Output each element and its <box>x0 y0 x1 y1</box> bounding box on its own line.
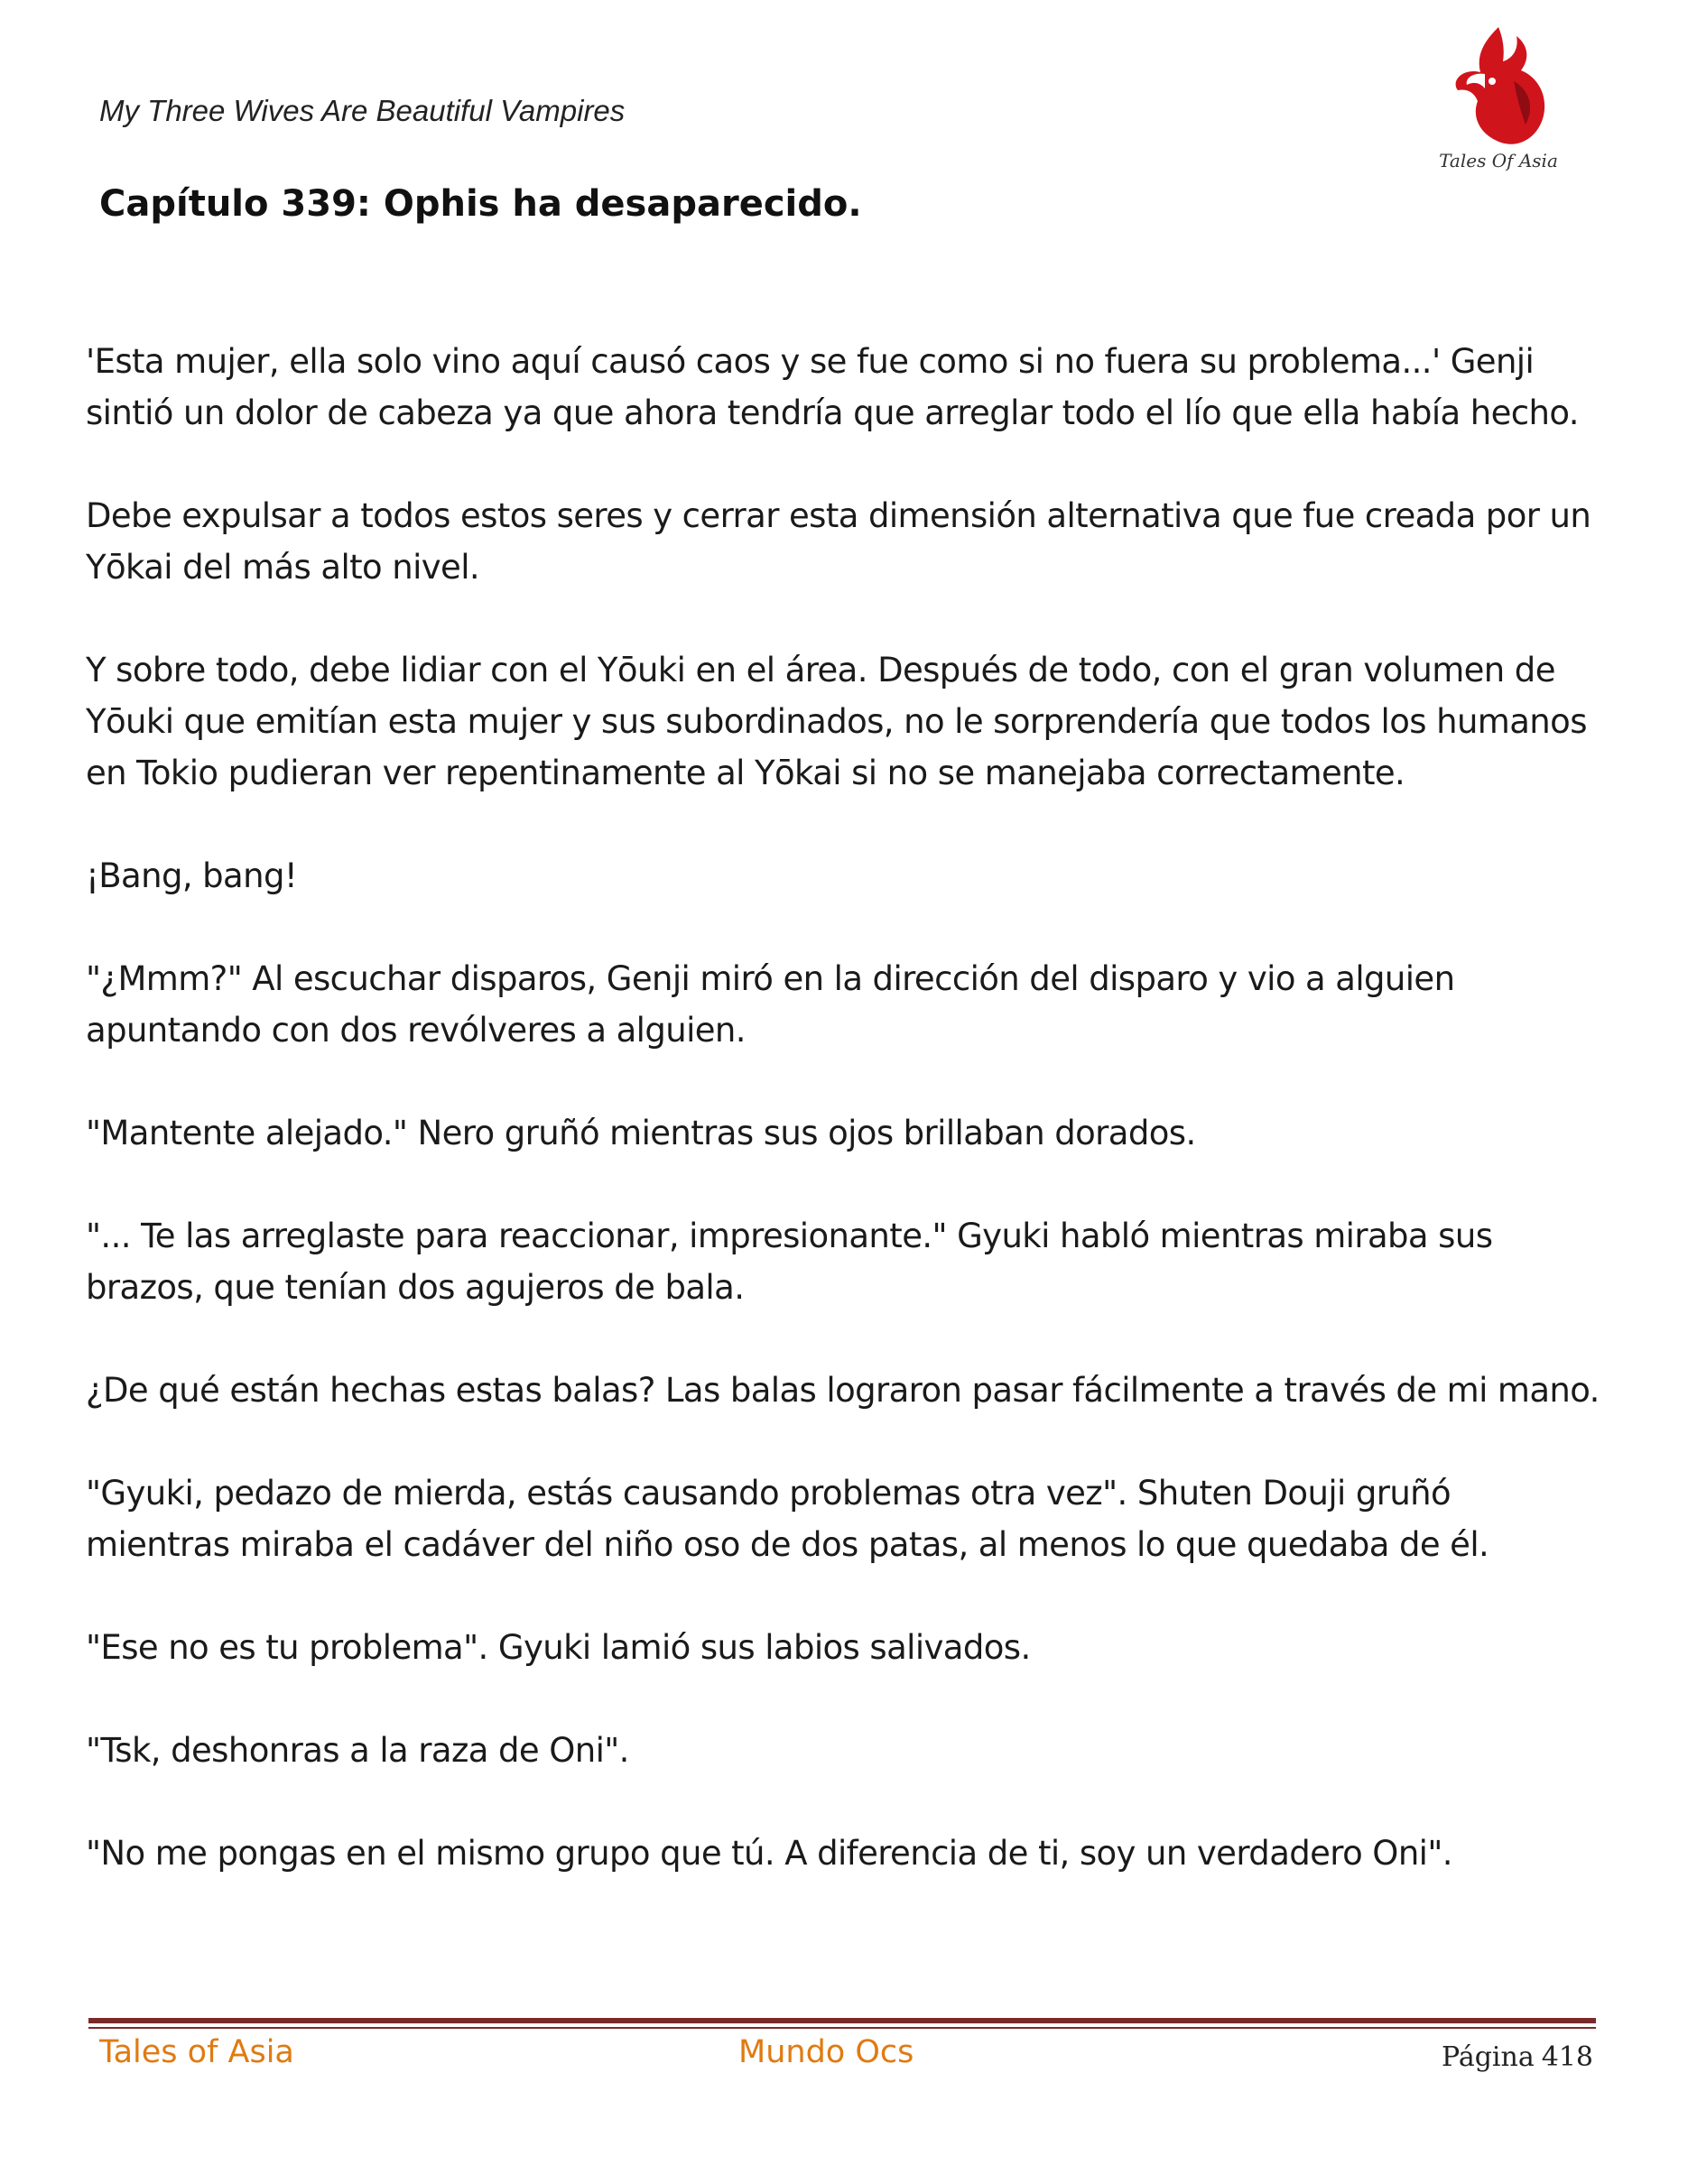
paragraph: Y sobre todo, debe lidiar con el Yōuki en el área. Después de todo, con el gran volumen de Yōuki que emitían esta mujer y sus subordinados, no le sorprendería que todos los humanos en Tokio pudieran ver repentinamente al Yōkai si no se manejaba correctamente. <box>86 651 1587 792</box>
paragraph: "Ese no es tu problema". Gyuki lamió sus labios salivados. <box>86 1628 1031 1667</box>
footer-rule <box>88 2018 1596 2023</box>
paragraph: ¡Bang, bang! <box>86 856 298 895</box>
footer-site-name: Tales of Asia <box>99 2034 294 2070</box>
chapter-body <box>86 336 1602 1930</box>
footer-section-name: Mundo Ocs <box>738 2034 914 2070</box>
footer-rule-thin <box>88 2027 1596 2029</box>
paragraph: "¿Mmm?" Al escuchar disparos, Genji miró en la dirección del disparo y vio a alguien apuntando con dos revólveres a alguien. <box>86 959 1455 1050</box>
paragraph: "Gyuki, pedazo de mierda, estás causando problemas otra vez". Shuten Douji gruñó mientras miraba el cadáver del niño oso de dos patas, al menos lo que quedaba de él. <box>86 1474 1489 1564</box>
paragraph: Debe expulsar a todos estos seres y cerrar esta dimensión alternativa que fue creada por un Yōkai del más alto nivel. <box>86 496 1591 587</box>
dragon-logo-icon <box>1431 18 1566 180</box>
chapter-title: Capítulo 339: Ophis ha desaparecido. <box>99 183 862 225</box>
page-number-value: 418 <box>1541 2041 1593 2073</box>
paragraph: "... Te las arreglaste para reaccionar, impresionante." Gyuki habló mientras miraba sus brazos, que tenían dos agujeros de bala. <box>86 1217 1493 1307</box>
book-title: My Three Wives Are Beautiful Vampires <box>99 94 626 127</box>
page-label: Página <box>1442 2041 1535 2073</box>
page-number <box>1434 2041 1593 2073</box>
paragraph: "Mantente alejado." Nero gruñó mientras sus ojos brillaban dorados. <box>86 1114 1196 1152</box>
logo-text: Tales Of Asia <box>1439 150 1558 171</box>
paragraph: "Tsk, deshonras a la raza de Oni". <box>86 1731 629 1770</box>
tales-of-asia-logo <box>1431 18 1566 180</box>
paragraph: ¿De qué están hechas estas balas? Las balas lograron pasar fácilmente a través de mi mano. <box>86 1371 1600 1410</box>
paragraph: "No me pongas en el mismo grupo que tú. A diferencia de ti, soy un verdadero Oni". <box>86 1834 1452 1873</box>
paragraph: 'Esta mujer, ella solo vino aquí causó caos y se fue como si no fuera su problema...' Genji sintió un dolor de cabeza ya que ahora tendría que arreglar todo el lío que ella había hecho. <box>86 342 1579 432</box>
